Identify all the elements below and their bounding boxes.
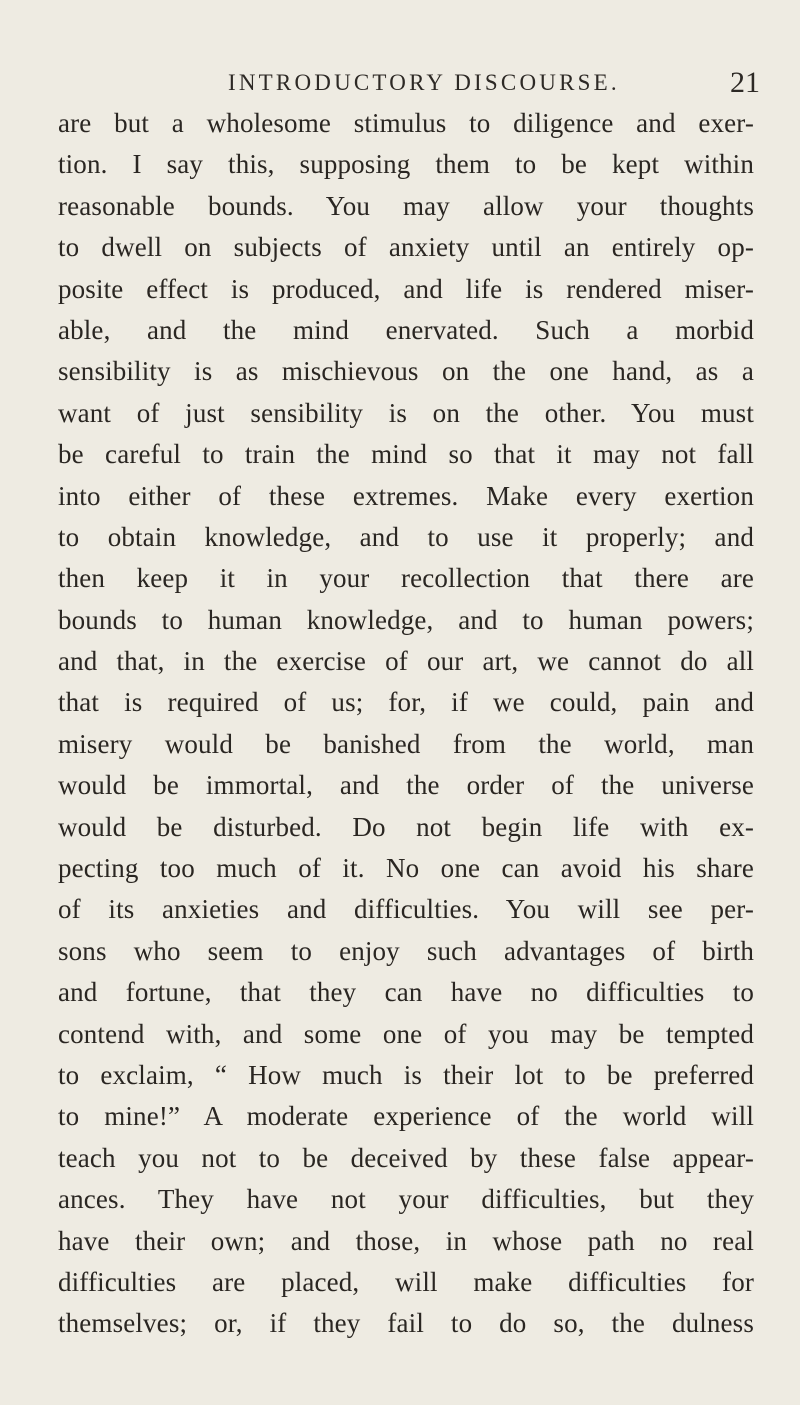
running-title: INTRODUCTORY DISCOURSE. xyxy=(228,70,620,95)
text-line: themselves; or, if they fail to do so, the dulness xyxy=(58,1308,754,1339)
text-line: into either of these extremes. Make every exertion xyxy=(58,480,754,511)
text-line: would be disturbed. Do not begin life with ex- xyxy=(58,811,754,842)
text-line: then keep it in your recollection that there are xyxy=(58,563,754,594)
body-text xyxy=(58,103,754,1345)
text-line: of its anxieties and difficulties. You will see per- xyxy=(58,894,754,925)
text-line: to dwell on subjects of anxiety until an entirely op- xyxy=(58,232,754,263)
text-line: sensibility is as mischievous on the one hand, as a xyxy=(58,356,754,387)
text-line: bounds to human knowledge, and to human powers; xyxy=(58,604,754,635)
text-line: to obtain knowledge, and to use it properly; and xyxy=(58,521,754,552)
text-line: misery would be banished from the world, man xyxy=(58,728,754,759)
text-line: pecting too much of it. No one can avoid his share xyxy=(58,853,754,884)
text-line: difficulties are placed, will make difficulties for xyxy=(58,1266,754,1297)
text-line: have their own; and those, in whose path no real xyxy=(58,1225,754,1256)
text-line: and fortune, that they can have no difficulties to xyxy=(58,977,754,1008)
text-line: be careful to train the mind so that it may not fall xyxy=(58,439,754,470)
text-line: contend with, and some one of you may be tempted xyxy=(58,1018,754,1049)
text-line: are but a wholesome stimulus to diligence and exer- xyxy=(58,108,754,138)
text-line: would be immortal, and the order of the universe xyxy=(58,770,754,801)
text-line: and that, in the exercise of our art, we cannot do all xyxy=(58,646,754,677)
text-line: reasonable bounds. You may allow your thoughts xyxy=(58,190,754,221)
text-line: posite effect is produced, and life is rendered miser- xyxy=(58,273,754,304)
text-line: to exclaim, “ How much is their lot to be preferred xyxy=(58,1059,754,1090)
text-line: able, and the mind enervated. Such a morbid xyxy=(58,314,754,345)
text-line: that is required of us; for, if we could, pain and xyxy=(58,687,754,718)
text-line: to mine!” A moderate experience of the world will xyxy=(58,1101,754,1132)
text-line: teach you not to be deceived by these false appear- xyxy=(58,1142,754,1173)
text-line: want of just sensibility is on the other. You must xyxy=(58,397,754,428)
text-line: tion. I say this, supposing them to be kept within xyxy=(58,149,754,180)
text-line: sons who seem to enjoy such advantages of birth xyxy=(58,935,754,966)
page-number: 21 xyxy=(730,66,760,99)
text-line: ances. They have not your difficulties, but they xyxy=(58,1184,754,1215)
